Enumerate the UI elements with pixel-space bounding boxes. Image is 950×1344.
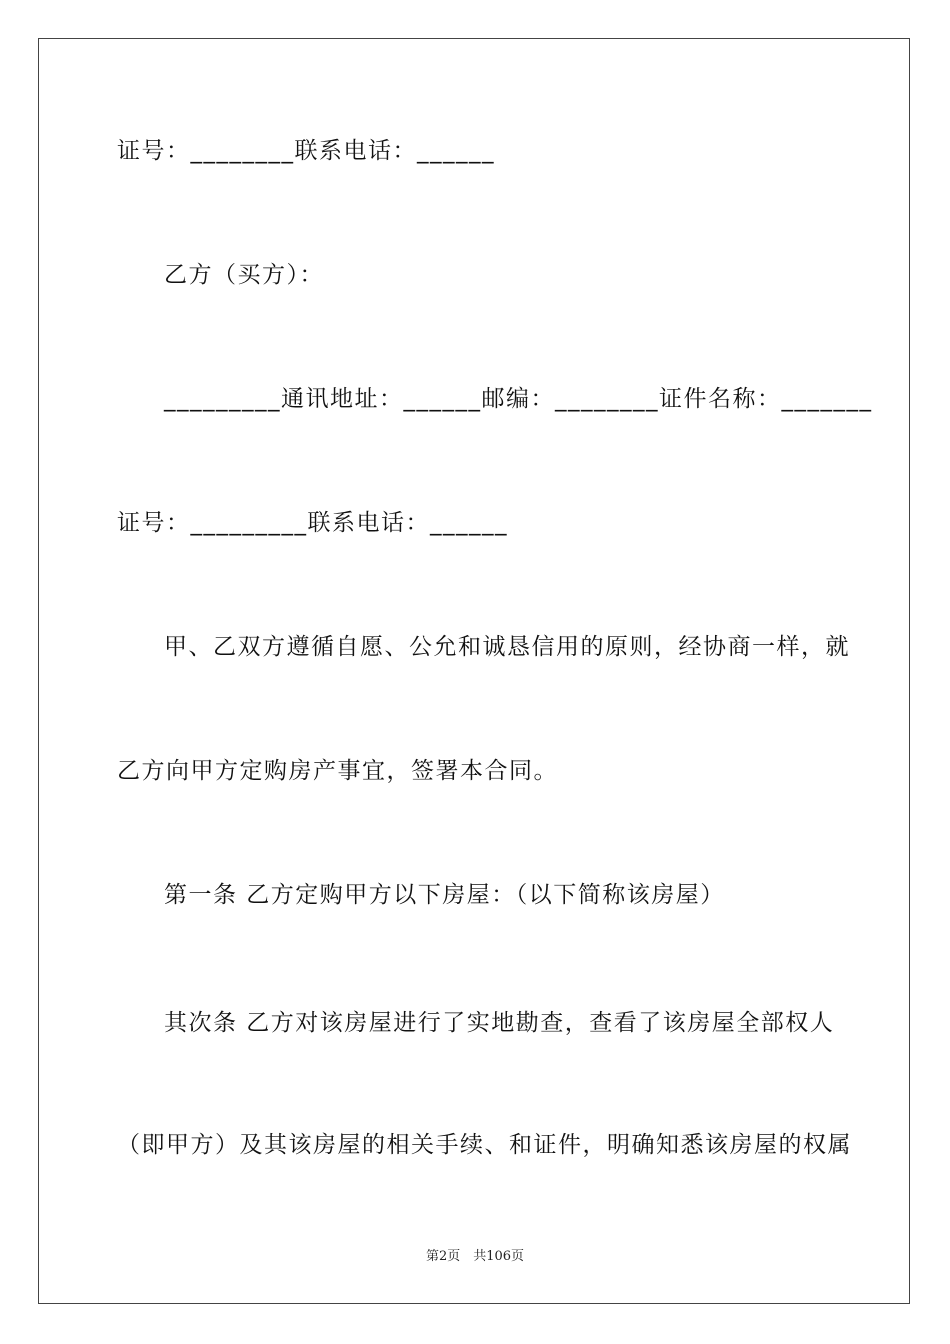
text-line-party-b: 乙方（买方）： — [164, 262, 324, 288]
text-line-article-two: 其次条 乙方对该房屋进行了实地勘查，查看了该房屋全部权人 — [164, 1010, 835, 1036]
text-line-principles: 甲、乙双方遵循自愿、公允和诚恳信用的原则，经协商一样，就 — [164, 634, 850, 660]
text-line-address-postcode: _________通讯地址：______邮编：________证件名称：_______ — [164, 386, 873, 412]
text-line-article-one: 第一条 乙方定购甲方以下房屋：（以下简称该房屋） — [164, 882, 725, 908]
page-number-footer: 第2页 共106页 — [425, 1249, 525, 1264]
text-line-article-two-cont: （即甲方）及其该房屋的相关手续、和证件，明确知悉该房屋的权属 — [117, 1132, 852, 1158]
page-border — [38, 38, 910, 1304]
text-line-id-phone-seller: 证号：________联系电话：______ — [117, 138, 495, 164]
text-line-id-phone-buyer: 证号：_________联系电话：______ — [117, 510, 508, 536]
text-line-purchase-matter: 乙方向甲方定购房产事宜，签署本合同。 — [117, 758, 558, 784]
